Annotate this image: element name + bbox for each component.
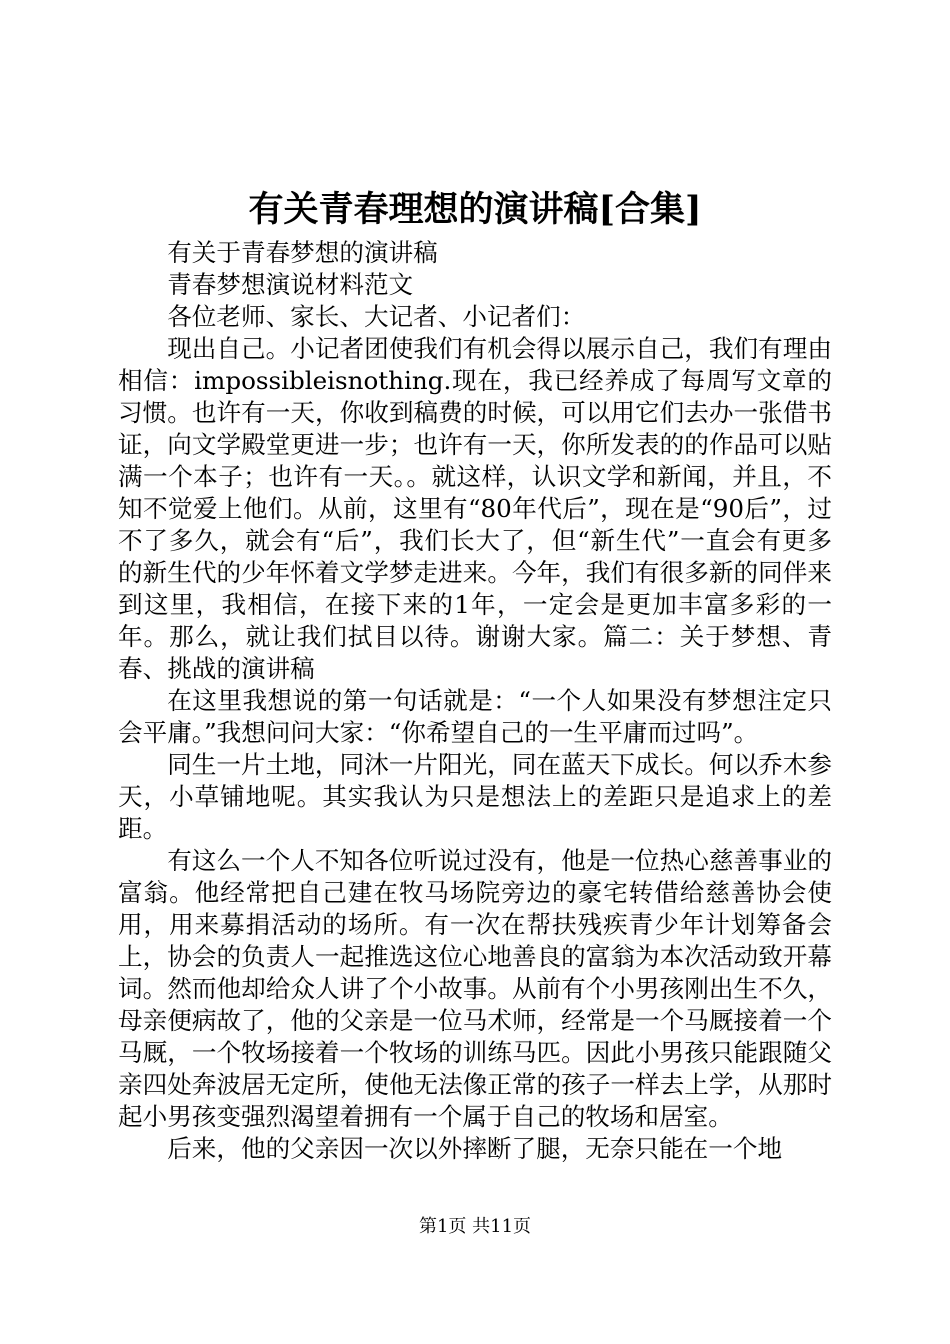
document-title: 有关青春理想的演讲稿[合集] (248, 189, 702, 230)
paragraph: 同生一片土地，同沐一片阳光，同在蓝天下成长。何以乔木参天，小草铺地呢。其实我认为只是想法上的差距只是追求上的差距。 (118, 750, 832, 843)
page-number-footer: 第1页 共11页 (418, 1216, 532, 1237)
paragraph: 后来，他的父亲因一次以外摔断了腿，无奈只能在一个地 (167, 1134, 783, 1163)
paragraph: 有这么一个人不知各位听说过没有，他是一位热心慈善事业的富翁。他经常把自己建在牧马场院旁边的豪宅转借给慈善协会使用，用来募捐活动的场所。有一次在帮扶残疾青少年计划筹备会上，协会的负责人一起推选这位心地善良的富翁为本次活动致开幕词。然而他却给众人讲了个小故事。从前有个小男孩刚出生不久，母亲便病故了，他的父亲是一位马术师，经常是一个马厩接着一个马厩，一个牧场接着一个牧场的训练马匹。因此小男孩只能跟随父亲四处奔波居无定所，使他无法像正常的孩子一样去上学，从那时起小男孩变强烈渴望着拥有一个属于自己的牧场和居室。 (118, 846, 832, 1131)
paragraph: 各位老师、家长、大记者、小记者们： (167, 302, 586, 331)
paragraph: 青春梦想演说材料范文 (167, 270, 414, 299)
paragraph: 有关于青春梦想的演讲稿 (167, 238, 438, 267)
document-body (118, 237, 832, 1165)
paragraph: 在这里我想说的第一句话就是：“一个人如果没有梦想注定只会平庸。”我想问问大家：“你希望自己的一生平庸而过吗”。 (118, 686, 832, 747)
paragraph: 现出自己。小记者团使我们有机会得以展示自己，我们有理由相信：impossibleisnothing.现在，我已经养成了每周写文章的习惯。也许有一天，你收到稿费的时候，可以用它们去办一张借书证，向文学殿堂更进一步；也许有一天，你所发表的的作品可以贴满一个本子；也许有一天。。就这样，认识文学和新闻，并且，不知不觉爱上他们。从前，这里有“80年代后”，现在是“90后”，过不了多久，就会有“后”，我们长大了，但“新生代”一直会有更多的新生代的少年怀着文学梦走进来。今年，我们有很多新的同伴来到这里，我相信，在接下来的1年，一定会是更加丰富多彩的一年。那么，就让我们拭目以待。谢谢大家。篇二：关于梦想、青春、挑战的演讲稿 (118, 334, 832, 683)
